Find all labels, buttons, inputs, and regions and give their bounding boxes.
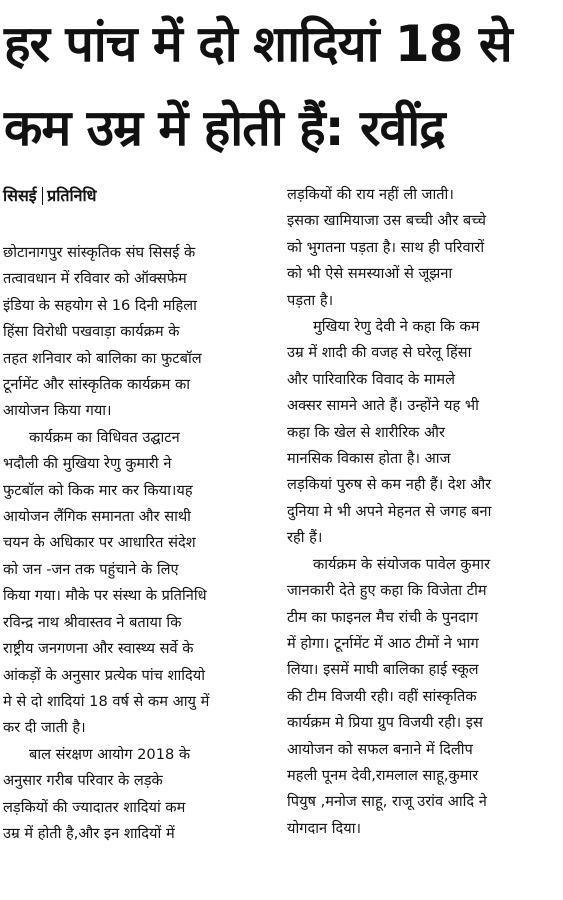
- text-line: कार्यक्रम मे प्रिया ग्रुप विजयी रही। इस: [287, 714, 483, 732]
- text-line: आंकड़ों के अनुसार प्रत्येक पांच शादियो: [3, 666, 205, 684]
- text-line: आयोजन को सफल बनाने में दिलीप: [287, 740, 473, 758]
- text-line: मानसिक विकास होता है। आज: [287, 450, 451, 468]
- text-line: पड़ता है।: [287, 291, 334, 309]
- byline-gap: [3, 210, 275, 240]
- byline-place: सिसई: [3, 185, 37, 205]
- text-line: फुटबॉल को किक मार कर किया।यह: [3, 481, 193, 499]
- left-column: [3, 182, 275, 847]
- text-line: टूर्नामेंट और सांस्कृतिक कार्यक्रम का: [3, 376, 190, 394]
- text-line: लिया। इसमें माघी बालिका हाई स्कूल: [287, 661, 479, 679]
- text-line: पियुष ,मनोज साहू, राजू उरांव आदि ने: [287, 793, 487, 811]
- text-line: इसका खामियाजा उस बच्ची और बच्चे: [287, 212, 487, 230]
- text-line: उम्र में होती है,और इन शादियों में: [3, 824, 175, 842]
- text-line: कर दी जाती है।: [3, 719, 86, 737]
- right-column-text: [287, 182, 559, 842]
- text-line: कार्यक्रम के संयोजक पावेल कुमार: [313, 555, 491, 573]
- headline-line-2: कम उम्र में होती हैं: रवींद्र: [4, 99, 445, 157]
- text-line: लड़कियों की राय नहीं ली जाती।: [287, 186, 454, 203]
- text-line: को जन -जन तक पहुंचाने के लिए: [3, 560, 179, 578]
- byline: [3, 182, 275, 210]
- text-line: मे से दो शादियां 18 वर्ष से कम आयु में: [3, 692, 210, 710]
- byline-author: प्रतिनिधि: [47, 185, 97, 205]
- text-line: लड़कियां पुरुष से कम नही हैं। देश और: [287, 476, 492, 494]
- text-line: दुनिया मे भी अपने मेहनत से जगह बना: [287, 502, 492, 520]
- text-line: अनुसार गरीब परिवार के लड़के: [3, 772, 163, 790]
- text-line: हिंसा विरोधी पखवाड़ा कार्यक्रम के: [3, 323, 180, 341]
- text-line: की टीम विजयी रही। वहीं सांस्कृतिक: [287, 687, 477, 705]
- left-column-text: [3, 240, 275, 847]
- text-line: भदौली की मुखिया रेणु कुमारी ने: [3, 455, 172, 473]
- text-line: योगदान दिया।: [287, 819, 362, 837]
- text-line: आयोजन लैंगिक समानता और साथी: [3, 508, 191, 526]
- text-line: किया गया। मौके पर संस्था के प्रतिनिधि: [3, 587, 207, 605]
- text-line: अक्सर सामने आते हैं। उन्होंने यह भी: [287, 397, 479, 415]
- headline-line-1: हर पांच में दो शादियां 18 से: [4, 15, 512, 73]
- text-line: राष्ट्रीय जनगणना और स्वास्थ्य सर्वे के: [3, 640, 194, 658]
- text-line: इंडिया के सहयोग से 16 दिनी महिला: [3, 296, 197, 314]
- text-line: को भुगतना पड़ता है। साथ ही परिवारों: [287, 238, 485, 256]
- text-line: रविन्द्र नाथ श्रीवास्तव ने बताया कि: [3, 613, 182, 631]
- text-line: कहा कि खेल से शारीरिक और: [287, 423, 445, 441]
- text-line: आयोजन किया गया।: [3, 402, 112, 420]
- text-line: छोटानागपुर सांस्कृतिक संघ सिसई के: [3, 244, 196, 261]
- headline: [4, 2, 560, 178]
- text-line: तहत शनिवार को बालिका का फुटबॉल: [3, 349, 202, 367]
- right-column: [287, 182, 559, 842]
- text-line: रही हैं।: [287, 529, 323, 547]
- byline-separator: [42, 187, 44, 205]
- text-line: में होगा। टूर्नामेंट में आठ टीमों ने भाग: [287, 634, 479, 652]
- text-line: को भी ऐसे समस्याओं से जूझना: [287, 265, 453, 283]
- text-line: तत्वावधान में रविवार को ऑक्सफेम: [3, 270, 187, 288]
- text-line: महली पूनम देवी,रामलाल साहू,कुमार: [287, 766, 479, 784]
- text-line: चयन के अधिकार पर आधारित संदेश: [3, 534, 196, 552]
- text-line: बाल संरक्षण आयोग 2018 के: [29, 745, 191, 763]
- text-line: जानकारी देते हुए कहा कि विजेता टीम: [287, 582, 487, 600]
- text-line: और पारिवारिक विवाद के मामले: [287, 370, 455, 388]
- text-line: टीम का फाइनल मैच रांची के पुनदाग: [287, 608, 479, 626]
- text-line: कार्यक्रम का विधिवत उद्घाटन: [29, 428, 180, 446]
- text-line: लड़कियों की ज्यादातर शादियां कम: [3, 798, 186, 816]
- text-line: मुखिया रेणु देवी ने कहा कि कम: [313, 318, 480, 336]
- text-line: उम्र में शादी की वजह से घरेलू हिंसा: [287, 344, 472, 362]
